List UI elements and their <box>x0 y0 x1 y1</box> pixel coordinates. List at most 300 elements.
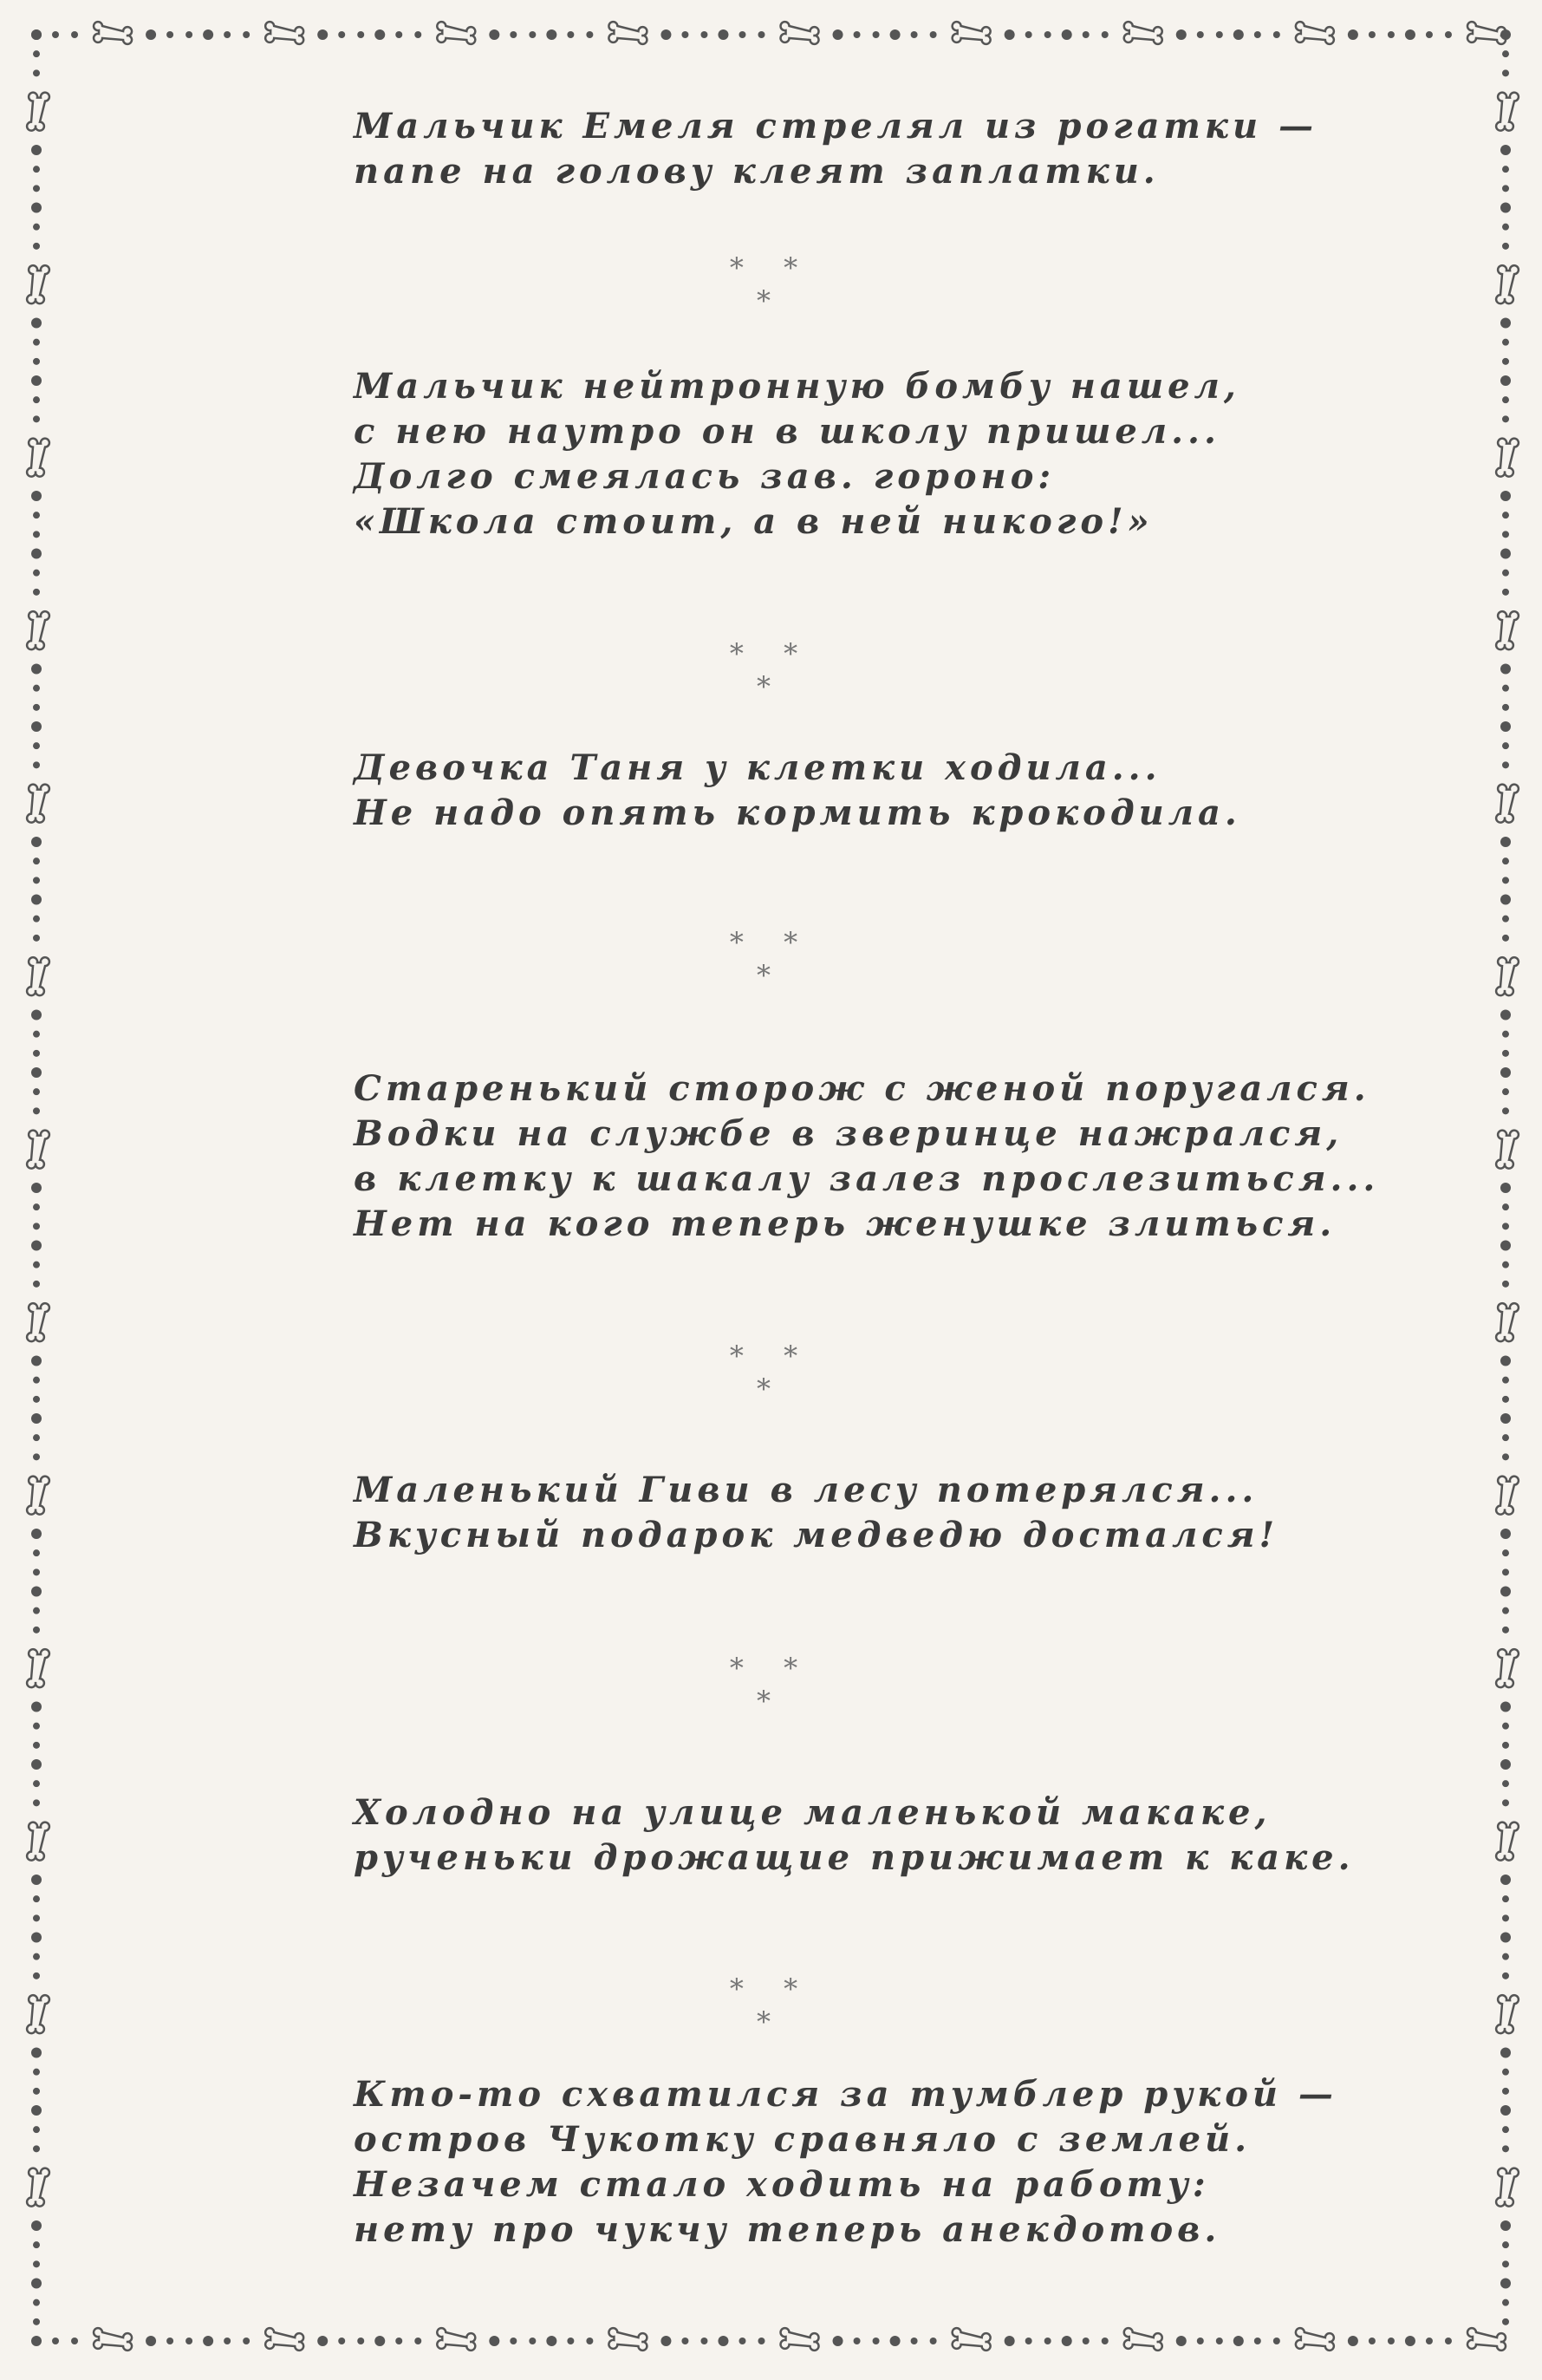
dot-icon <box>1502 69 1509 76</box>
dot-icon <box>357 31 364 38</box>
dot-icon <box>1388 2338 1395 2344</box>
dot-icon <box>31 1183 42 1193</box>
dot-icon <box>166 2338 173 2344</box>
dot-icon <box>31 1702 42 1712</box>
poem-line: папе на голову клеят заплатки. <box>354 151 1160 192</box>
dot-icon <box>31 29 42 40</box>
dot-icon <box>146 29 156 40</box>
dot-icon <box>1502 742 1509 749</box>
dot-icon <box>1102 2338 1109 2344</box>
dot-icon <box>33 415 40 422</box>
dot-icon <box>33 1396 40 1403</box>
dot-icon <box>1502 570 1509 577</box>
dot-icon <box>660 29 671 40</box>
dot-icon <box>1502 2241 1509 2248</box>
dot-icon <box>758 31 764 38</box>
dot-icon <box>31 1356 42 1366</box>
dot-icon <box>1502 761 1509 768</box>
dot-icon <box>33 1262 40 1268</box>
dot-icon <box>546 29 556 40</box>
dot-icon <box>1233 2336 1244 2346</box>
dot-icon <box>33 243 40 250</box>
bone-icon <box>27 265 49 303</box>
dot-icon <box>1500 145 1511 155</box>
dot-icon <box>1502 415 1509 422</box>
dot-icon <box>1502 685 1509 692</box>
dot-icon <box>33 1799 40 1806</box>
dot-icon <box>224 2338 231 2344</box>
dot-icon <box>1502 1088 1509 1095</box>
dot-icon <box>1083 2338 1090 2344</box>
bone-icon <box>781 2328 819 2351</box>
dot-icon <box>33 2069 40 2076</box>
dot-icon <box>31 549 42 559</box>
dot-icon <box>1500 2048 1511 2058</box>
separator: * * * <box>729 1652 814 1718</box>
dot-icon <box>1500 1356 1511 1366</box>
dot-icon <box>395 2338 402 2344</box>
poem-line: Девочка Таня у клетки ходила... <box>354 747 1161 788</box>
dot-icon <box>33 1742 40 1749</box>
bone-icon <box>1496 1131 1519 1169</box>
bone-icon <box>27 1303 49 1341</box>
dot-icon <box>33 69 40 76</box>
dot-icon <box>1502 339 1509 346</box>
dot-icon <box>33 761 40 768</box>
dot-icon <box>31 2105 42 2116</box>
dot-icon <box>31 1067 42 1078</box>
dot-icon <box>1348 29 1358 40</box>
bone-icon <box>608 2328 647 2351</box>
dot-icon <box>1405 2336 1415 2346</box>
dot-icon <box>1044 2338 1051 2344</box>
dot-icon <box>33 185 40 192</box>
dot-icon <box>71 31 78 38</box>
dot-icon <box>317 29 328 40</box>
dot-icon <box>1083 31 1090 38</box>
dot-icon <box>489 2336 499 2346</box>
bone-icon <box>1496 1995 1519 2033</box>
bone-icon <box>265 2328 303 2351</box>
dot-icon <box>1500 1587 1511 1597</box>
bone-icon <box>437 22 475 44</box>
dot-icon <box>1500 837 1511 847</box>
bone-icon <box>1467 22 1506 44</box>
bone-icon <box>1124 22 1162 44</box>
dot-icon <box>33 1281 40 1288</box>
dot-icon <box>31 1933 42 1943</box>
bone-icon <box>27 2168 49 2207</box>
dot-icon <box>911 31 918 38</box>
dot-icon <box>31 664 42 675</box>
poem-line: Нет на кого теперь женушке злиться. <box>354 1203 1337 1244</box>
dot-icon <box>31 203 42 213</box>
dot-icon <box>357 2338 364 2344</box>
dot-icon <box>1500 1759 1511 1770</box>
dot-icon <box>1500 318 1511 329</box>
dot-icon <box>567 31 574 38</box>
dot-icon <box>414 2338 421 2344</box>
dot-icon <box>1502 1453 1509 1460</box>
bone-icon <box>781 22 819 44</box>
dot-icon <box>1025 31 1032 38</box>
dot-icon <box>1062 2336 1072 2346</box>
dot-icon <box>1502 2126 1509 2133</box>
dot-icon <box>1502 1031 1509 1038</box>
bone-icon <box>1124 2328 1162 2351</box>
dot-icon <box>33 2299 40 2306</box>
dot-icon <box>758 2338 764 2344</box>
separator: * * * <box>729 1972 814 2038</box>
dot-icon <box>1502 166 1509 173</box>
dot-icon <box>1044 31 1051 38</box>
dot-icon <box>33 358 40 365</box>
dot-icon <box>1502 1953 1509 1960</box>
bone-icon <box>953 22 991 44</box>
dot-icon <box>1273 2338 1280 2344</box>
dot-icon <box>738 2338 745 2344</box>
poem-line: Мальчик Емеля стрелял из рогатки — <box>354 106 1318 147</box>
dot-icon <box>1500 549 1511 559</box>
dot-icon <box>338 2338 345 2344</box>
dot-icon <box>1502 1799 1509 1806</box>
dot-icon <box>854 31 861 38</box>
dot-icon <box>33 1723 40 1730</box>
dot-icon <box>33 2088 40 2095</box>
dot-icon <box>33 1549 40 1556</box>
poem-line: остров Чукотку сравняло с землей. <box>354 2119 1252 2160</box>
dot-icon <box>338 31 345 38</box>
dot-icon <box>1502 1914 1509 1921</box>
dot-icon <box>1502 1723 1509 1730</box>
poem-line: «Школа стоит, а в ней никого!» <box>354 501 1154 542</box>
dot-icon <box>31 721 42 732</box>
dot-icon <box>33 877 40 884</box>
dot-icon <box>33 935 40 942</box>
dot-icon <box>33 1223 40 1229</box>
dot-icon <box>1500 1875 1511 1885</box>
poem-line: Вкусный подарок медведю достался! <box>354 1515 1279 1555</box>
separator: * * * <box>729 251 814 317</box>
dot-icon <box>873 2338 880 2344</box>
dot-icon <box>1502 1262 1509 1268</box>
dot-icon <box>1176 29 1187 40</box>
poem-line: Мальчик нейтронную бомбу нашел, <box>354 366 1240 407</box>
poem-line: Холодно на улице маленькой макаке, <box>354 1792 1272 1833</box>
dot-icon <box>1502 704 1509 711</box>
poem-line: Кто-то схватился за тумблер рукой — <box>354 2074 1337 2115</box>
dot-icon <box>930 31 937 38</box>
dot-icon <box>1502 1549 1509 1556</box>
dot-icon <box>1502 2260 1509 2267</box>
bone-icon <box>1467 2328 1506 2351</box>
dot-icon <box>911 2338 918 2344</box>
poem-1 <box>354 104 1318 194</box>
bone-icon <box>1296 22 1334 44</box>
dot-icon <box>52 31 59 38</box>
dot-icon <box>1502 2145 1509 2152</box>
dot-icon <box>31 375 42 386</box>
dot-icon <box>33 396 40 403</box>
dot-icon <box>873 31 880 38</box>
bone-icon <box>27 1649 49 1687</box>
dot-icon <box>33 742 40 749</box>
poem-line: нету про чукчу теперь анекдотов. <box>354 2209 1221 2250</box>
dot-icon <box>31 1241 42 1251</box>
dot-icon <box>1025 2338 1032 2344</box>
dot-icon <box>1502 589 1509 596</box>
dot-icon <box>1500 1183 1511 1193</box>
dot-icon <box>1233 29 1244 40</box>
dot-icon <box>33 1953 40 1960</box>
dot-icon <box>718 2336 728 2346</box>
dot-icon <box>31 895 42 905</box>
dot-icon <box>1502 50 1509 57</box>
dot-icon <box>33 1914 40 1921</box>
dot-icon <box>510 31 517 38</box>
dot-icon <box>1502 1742 1509 1749</box>
dot-icon <box>33 339 40 346</box>
dot-icon <box>224 31 231 38</box>
dot-icon <box>203 29 213 40</box>
dot-icon <box>681 2338 688 2344</box>
dot-icon <box>890 2336 901 2346</box>
dot-icon <box>1500 1413 1511 1424</box>
dot-icon <box>1502 1396 1509 1403</box>
poem-line: Незачем стало ходить на работу: <box>354 2164 1210 2205</box>
dot-icon <box>33 1377 40 1384</box>
dot-icon <box>1500 1067 1511 1078</box>
poem-line: Не надо опять кормить крокодила. <box>354 792 1241 833</box>
dot-icon <box>1502 857 1509 864</box>
dot-icon <box>317 2336 328 2346</box>
dot-icon <box>33 1031 40 1038</box>
dot-icon <box>1254 2338 1261 2344</box>
dot-icon <box>1273 31 1280 38</box>
dot-icon <box>1500 1241 1511 1251</box>
dot-icon <box>31 2220 42 2231</box>
dot-icon <box>1502 185 1509 192</box>
dot-icon <box>1500 2279 1511 2289</box>
dot-icon <box>33 531 40 538</box>
poem-line: Долго смеялась зав. гороно: <box>354 456 1056 497</box>
dot-icon <box>1500 721 1511 732</box>
dot-icon <box>33 2241 40 2248</box>
dot-icon <box>1500 1702 1511 1712</box>
dot-icon <box>1445 31 1452 38</box>
dot-icon <box>33 1568 40 1575</box>
dot-icon <box>546 2336 556 2346</box>
dot-icon <box>1502 512 1509 518</box>
separator: * * * <box>729 637 814 703</box>
dot-icon <box>33 1050 40 1057</box>
dot-icon <box>1176 2336 1187 2346</box>
dot-icon <box>33 166 40 173</box>
dot-icon <box>1502 1607 1509 1614</box>
dot-icon <box>529 2338 536 2344</box>
dot-icon <box>1445 2338 1452 2344</box>
bone-icon <box>27 785 49 823</box>
dot-icon <box>1502 396 1509 403</box>
dot-icon <box>1500 375 1511 386</box>
dot-icon <box>1500 1529 1511 1539</box>
dot-icon <box>1426 2338 1433 2344</box>
dot-icon <box>1405 29 1415 40</box>
dot-icon <box>890 29 901 40</box>
bone-icon <box>437 2328 475 2351</box>
dot-icon <box>203 2336 213 2346</box>
dot-icon <box>586 2338 593 2344</box>
dot-icon <box>1005 29 1015 40</box>
bone-icon <box>608 22 647 44</box>
dot-icon <box>1216 2338 1223 2344</box>
poem-2 <box>354 364 1307 544</box>
dot-icon <box>33 570 40 577</box>
dot-icon <box>1500 203 1511 213</box>
separator: * * * <box>729 1340 814 1405</box>
bone-icon <box>27 1995 49 2033</box>
dot-icon <box>33 1607 40 1614</box>
dot-icon <box>1502 243 1509 250</box>
poem-7 <box>354 2072 1337 2253</box>
bone-icon <box>1496 1649 1519 1687</box>
dot-icon <box>31 491 42 501</box>
dot-icon <box>1502 1434 1509 1441</box>
dot-icon <box>33 857 40 864</box>
dot-icon <box>185 31 192 38</box>
dot-icon <box>1502 1050 1509 1057</box>
dot-icon <box>1502 877 1509 884</box>
poem-5 <box>354 1468 1307 1558</box>
bone-icon <box>1496 785 1519 823</box>
dot-icon <box>374 29 385 40</box>
dot-icon <box>33 2126 40 2133</box>
poem-6 <box>354 1790 1355 1881</box>
dot-icon <box>31 2048 42 2058</box>
poem-line: рученьки дрожащие прижимает к каке. <box>354 1837 1355 1878</box>
dot-icon <box>510 2338 517 2344</box>
dot-icon <box>567 2338 574 2344</box>
dot-icon <box>243 2338 250 2344</box>
bone-icon <box>265 22 303 44</box>
dot-icon <box>1500 1933 1511 1943</box>
dot-icon <box>1102 31 1109 38</box>
dot-icon <box>33 1972 40 1979</box>
dot-icon <box>1502 2299 1509 2306</box>
bone-icon <box>27 1822 49 1861</box>
dot-icon <box>1502 1223 1509 1229</box>
dot-icon <box>1500 2220 1511 2231</box>
dot-icon <box>1500 491 1511 501</box>
dot-icon <box>33 2145 40 2152</box>
poem-3 <box>354 746 1307 836</box>
dot-icon <box>1254 31 1261 38</box>
bone-icon <box>1496 611 1519 649</box>
dot-icon <box>33 2260 40 2267</box>
dot-icon <box>1062 29 1072 40</box>
bone-icon <box>27 957 49 995</box>
bone-icon <box>1496 439 1519 477</box>
dot-icon <box>1502 1281 1509 1288</box>
dot-icon <box>31 837 42 847</box>
dot-icon <box>31 1587 42 1597</box>
dot-icon <box>33 2318 40 2325</box>
dot-icon <box>1502 1568 1509 1575</box>
dot-icon <box>1502 358 1509 365</box>
dot-icon <box>31 145 42 155</box>
dot-icon <box>31 1413 42 1424</box>
dot-icon <box>33 1453 40 1460</box>
dot-icon <box>1502 1203 1509 1210</box>
bone-icon <box>1496 265 1519 303</box>
dot-icon <box>33 1434 40 1441</box>
poem-4 <box>354 1066 1380 1247</box>
bone-icon <box>27 439 49 477</box>
dot-icon <box>31 318 42 329</box>
bone-icon <box>1496 1822 1519 1861</box>
poem-line: Старенький сторож с женой поругался. <box>354 1068 1370 1109</box>
dot-icon <box>33 1627 40 1633</box>
dot-icon <box>33 1895 40 1902</box>
dot-icon <box>374 2336 385 2346</box>
dot-icon <box>1502 224 1509 231</box>
dot-icon <box>1500 1010 1511 1020</box>
dot-icon <box>1500 29 1511 40</box>
dot-icon <box>1502 1895 1509 1902</box>
dot-icon <box>31 1529 42 1539</box>
poem-line: Маленький Гиви в лесу потерялся... <box>354 1470 1259 1510</box>
dot-icon <box>185 2338 192 2344</box>
dot-icon <box>1500 664 1511 675</box>
dot-icon <box>33 1780 40 1787</box>
dot-icon <box>1502 935 1509 942</box>
dot-icon <box>1502 1780 1509 1787</box>
bone-icon <box>94 22 132 44</box>
poem-line: с нею наутро он в школу пришел... <box>354 411 1220 452</box>
dot-icon <box>33 224 40 231</box>
dot-icon <box>33 704 40 711</box>
poem-line: в клетку к шакалу залез прослезиться... <box>354 1158 1380 1199</box>
dot-icon <box>1502 2318 1509 2325</box>
bone-icon <box>953 2328 991 2351</box>
bone-icon <box>1496 2168 1519 2207</box>
dot-icon <box>1197 2338 1204 2344</box>
dot-icon <box>31 1875 42 1885</box>
dot-icon <box>33 512 40 518</box>
bone-icon <box>1296 2328 1334 2351</box>
bone-icon <box>27 1131 49 1169</box>
dot-icon <box>700 31 707 38</box>
dot-icon <box>1197 31 1204 38</box>
dot-icon <box>71 2338 78 2344</box>
dot-icon <box>833 2336 843 2346</box>
dot-icon <box>166 31 173 38</box>
dot-icon <box>489 29 499 40</box>
dot-icon <box>33 1088 40 1095</box>
dot-icon <box>1502 1107 1509 1114</box>
dot-icon <box>1502 916 1509 923</box>
bone-icon <box>1496 957 1519 995</box>
dot-icon <box>33 589 40 596</box>
dot-icon <box>33 1107 40 1114</box>
bone-icon <box>27 93 49 131</box>
dot-icon <box>660 2336 671 2346</box>
dot-icon <box>31 1759 42 1770</box>
poem-line: Водки на службе в зверинце нажрался, <box>354 1113 1344 1154</box>
dot-icon <box>1502 1627 1509 1633</box>
bone-icon <box>1496 93 1519 131</box>
dot-icon <box>33 916 40 923</box>
